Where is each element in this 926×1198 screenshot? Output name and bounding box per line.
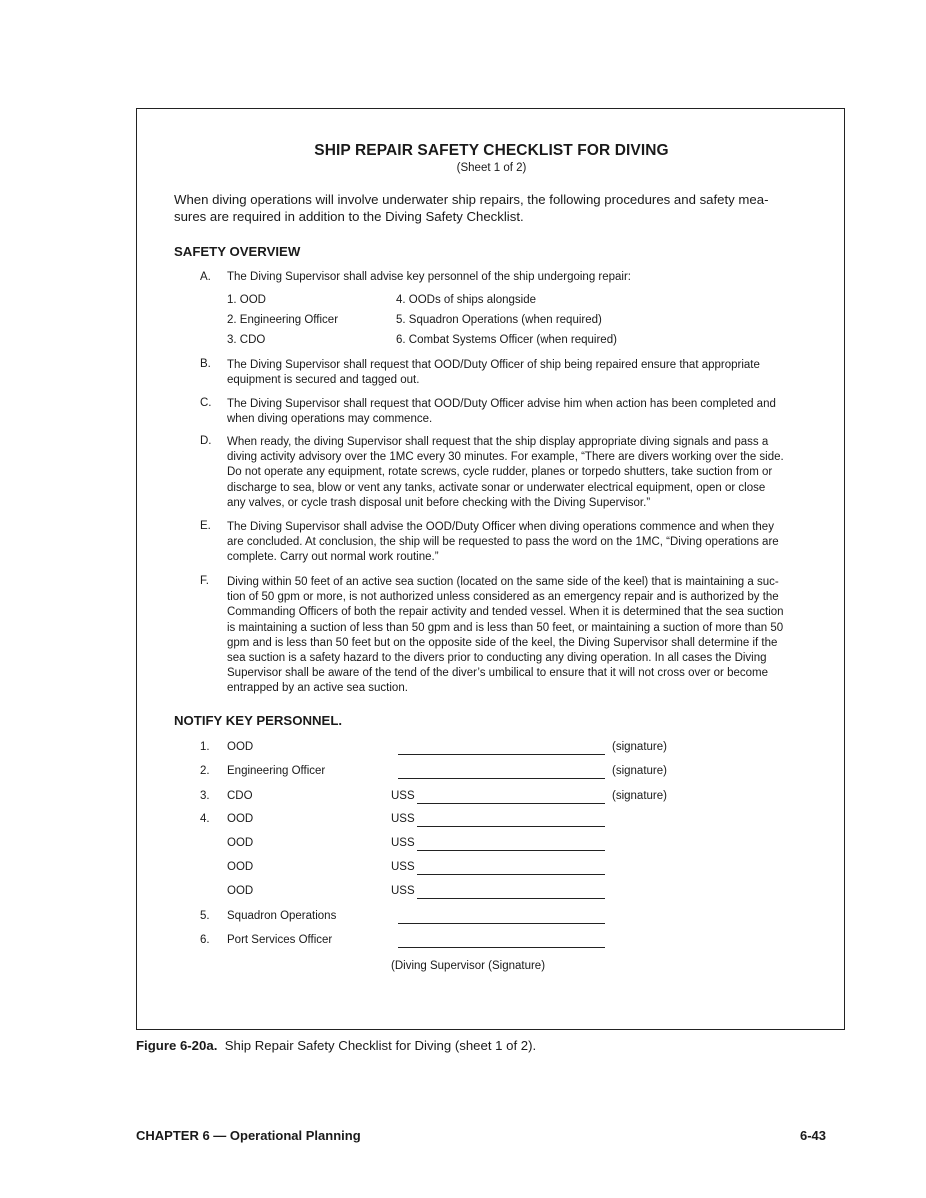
item-letter: D. — [200, 435, 212, 447]
list-item: 1. OOD — [227, 294, 266, 306]
footer-page-number: 6-43 — [800, 1128, 827, 1143]
item-paragraph — [227, 358, 817, 388]
footer-chapter: CHAPTER 6 — Operational Planning — [136, 1128, 361, 1143]
item-letter: A. — [200, 271, 211, 283]
uss-prefix: USS — [391, 861, 415, 873]
paragraph-line: gpm and is less than 50 feet but on the opposite side of the keel, the Diving Supervisor shall determine if the — [227, 636, 778, 649]
row-number: 2. — [200, 765, 210, 777]
paragraph-line: equipment is secured and tagged out. — [227, 374, 420, 387]
list-item: 5. Squadron Operations (when required) — [396, 314, 602, 326]
row-label: Engineering Officer — [227, 765, 326, 777]
row-number: 6. — [200, 934, 210, 946]
paragraph-line: entrapped by an active sea suction. — [227, 682, 408, 695]
item-letter: F. — [200, 575, 209, 587]
row-number: 3. — [200, 790, 210, 802]
page-subtitle: (Sheet 1 of 2) — [456, 162, 527, 174]
list-item: 4. OODs of ships alongside — [396, 294, 536, 306]
uss-prefix: USS — [391, 837, 415, 849]
row-label: OOD — [227, 885, 254, 897]
paragraph-line: sea suction is a safety hazard to the divers prior to conducting any diving operation. In all cases the Diving — [227, 652, 767, 665]
uss-prefix: USS — [391, 885, 415, 897]
intro-line: sures are required in addition to the Diving Safety Checklist. — [174, 209, 524, 224]
row-label: Squadron Operations — [227, 910, 337, 922]
uss-prefix: USS — [391, 790, 415, 802]
signature-line[interactable] — [398, 778, 605, 779]
list-item: 3. CDO — [227, 334, 266, 346]
paragraph-line: any valves, or cycle trash disposal unit before checking with the Diving Supervisor.” — [227, 496, 651, 509]
figure-text: Ship Repair Safety Checklist for Diving (sheet 1 of 2). — [224, 1038, 537, 1053]
signature-suffix: (signature) — [612, 741, 667, 753]
signature-line[interactable] — [417, 826, 605, 827]
signature-line[interactable] — [398, 754, 605, 755]
notify-heading: NOTIFY KEY PERSONNEL. — [174, 713, 343, 728]
item-paragraph — [227, 435, 817, 511]
paragraph-line: when diving operations may commence. — [227, 413, 433, 426]
item-letter: B. — [200, 358, 211, 370]
row-label: OOD — [227, 741, 254, 753]
row-label: CDO — [227, 790, 253, 802]
signature-suffix: (signature) — [612, 790, 667, 802]
figure-caption — [136, 1038, 536, 1053]
item-letter: C. — [200, 397, 212, 409]
paragraph-line: Diving within 50 feet of an active sea suction (located on the same side of the keel) that is maintaining a suc- — [227, 576, 779, 588]
paragraph-line: is maintaining a suction of less than 50 gpm and is less than 50 feet, or maintaining a suction of more than 50 — [227, 621, 784, 634]
signature-line[interactable] — [417, 803, 605, 804]
paragraph-line: diving activity advisory over the 1MC every 30 minutes. For example, “There are divers working over the side. — [227, 451, 784, 464]
row-label: OOD — [227, 813, 254, 825]
signature-line[interactable] — [398, 947, 605, 948]
item-letter: E. — [200, 520, 211, 532]
item-text: The Diving Supervisor shall advise key personnel of the ship undergoing repair: — [227, 271, 632, 283]
page-title: SHIP REPAIR SAFETY CHECKLIST FOR DIVING — [314, 142, 669, 159]
row-number: 1. — [200, 741, 210, 753]
signature-suffix: (signature) — [612, 765, 667, 777]
row-number: 5. — [200, 910, 210, 922]
paragraph-line: are concluded. At conclusion, the ship will be requested to pass the word on the 1MC, “Diving operations are — [227, 536, 779, 549]
list-item: 6. Combat Systems Officer (when required) — [396, 334, 617, 346]
intro-paragraph — [174, 191, 794, 225]
row-label: OOD — [227, 861, 254, 873]
paragraph-line: Supervisor shall be aware of the tend of the diver’s umbilical to ensure that it will not cross over or become — [227, 667, 768, 680]
paragraph-line: Do not operate any equipment, rotate screws, cycle rudder, planes or torpedo shutters, take suction from or — [227, 466, 773, 479]
item-paragraph — [227, 397, 817, 427]
signature-line[interactable] — [398, 923, 605, 924]
supervisor-signature-label: (Diving Supervisor (Signature) — [391, 960, 546, 972]
signature-line[interactable] — [417, 898, 605, 899]
signature-line[interactable] — [417, 850, 605, 851]
item-paragraph — [227, 575, 817, 697]
paragraph-line: When ready, the diving Supervisor shall request that the ship display appropriate diving signals and pass a — [227, 436, 769, 448]
figure-label: Figure 6-20a. — [136, 1038, 218, 1053]
row-label: Port Services Officer — [227, 934, 333, 946]
safety-overview-heading: SAFETY OVERVIEW — [174, 244, 301, 259]
paragraph-line: The Diving Supervisor shall request that OOD/Duty Officer of ship being repaired ensure that appropriate — [227, 359, 760, 371]
row-number: 4. — [200, 813, 210, 825]
list-item: 2. Engineering Officer — [227, 314, 339, 326]
paragraph-line: Commanding Officers of both the repair activity and tended vessel. When it is determined that the sea suction — [227, 606, 784, 619]
paragraph-line: tion of 50 gpm or more, is not authorized unless considered as an emergency repair and is authorized by the — [227, 591, 779, 604]
checklist-frame — [136, 108, 845, 1030]
row-label: OOD — [227, 837, 254, 849]
uss-prefix: USS — [391, 813, 415, 825]
paragraph-line: discharge to sea, blow or vent any tanks, activate sonar or underwater electrical equipment, open or close — [227, 481, 766, 494]
paragraph-line: The Diving Supervisor shall request that OOD/Duty Officer advise him when action has been completed and — [227, 398, 776, 410]
paragraph-line: complete. Carry out normal work routine.” — [227, 551, 439, 564]
intro-line: When diving operations will involve underwater ship repairs, the following procedures and safety mea- — [174, 192, 769, 207]
item-paragraph — [227, 520, 817, 566]
paragraph-line: The Diving Supervisor shall advise the OOD/Duty Officer when diving operations commence and when they — [227, 521, 774, 533]
signature-line[interactable] — [417, 874, 605, 875]
